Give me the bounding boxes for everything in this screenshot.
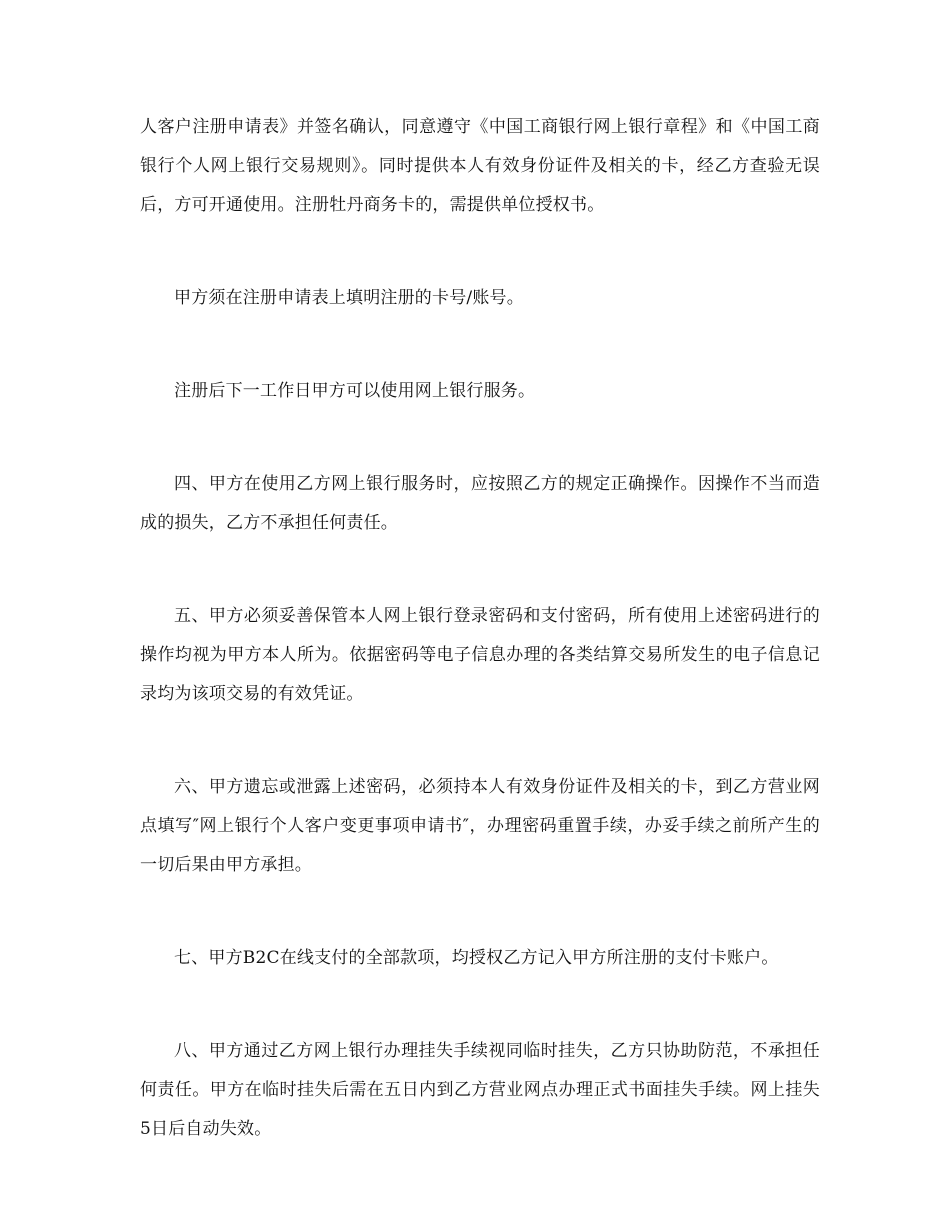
paragraph-clause-5: 五、甲方必须妥善保管本人网上银行登录密码和支付密码，所有使用上述密码进行的操作均视为甲方本人所为。依据密码等电子信息办理的各类结算交易所发生的电子信息记录均为该项交易的有效凭证。 — [140, 606, 820, 704]
paragraph-service-start: 注册后下一工作日甲方可以使用网上银行服务。 — [174, 381, 536, 401]
paragraph-clause-7: 七、甲方B2C在线支付的全部款项，均授权乙方记入甲方所注册的支付卡账户。 — [174, 948, 779, 968]
paragraph-registration-continuation: 人客户注册申请表》并签名确认，同意遵守《中国工商银行网上银行章程》和《中国工商银行个人网上银行交易规则》。同时提供本人有效身份证件及相关的卡，经乙方查验无误后，方可开通使用。注册牡丹商务卡的，需提供单位授权书。 — [140, 117, 820, 215]
paragraph-clause-6: 六、甲方遗忘或泄露上述密码，必须持本人有效身份证件及相关的卡，到乙方营业网点填写″网上银行个人客户变更事项申请书″，办理密码重置手续，办妥手续之前所产生的一切后果由甲方承担。 — [140, 777, 820, 875]
document-body — [140, 108, 820, 1203]
paragraph-clause-8: 八、甲方通过乙方网上银行办理挂失手续视同临时挂失，乙方只协助防范，不承担任何责任。甲方在临时挂失后需在五日内到乙方营业网点办理正式书面挂失手续。网上挂失5日后自动失效。 — [140, 1041, 820, 1139]
paragraph-clause-4: 四、甲方在使用乙方网上银行服务时，应按照乙方的规定正确操作。因操作不当而造成的损失，乙方不承担任何责任。 — [140, 474, 820, 533]
paragraph-card-number: 甲方须在注册申请表上填明注册的卡号/账号。 — [174, 288, 524, 308]
